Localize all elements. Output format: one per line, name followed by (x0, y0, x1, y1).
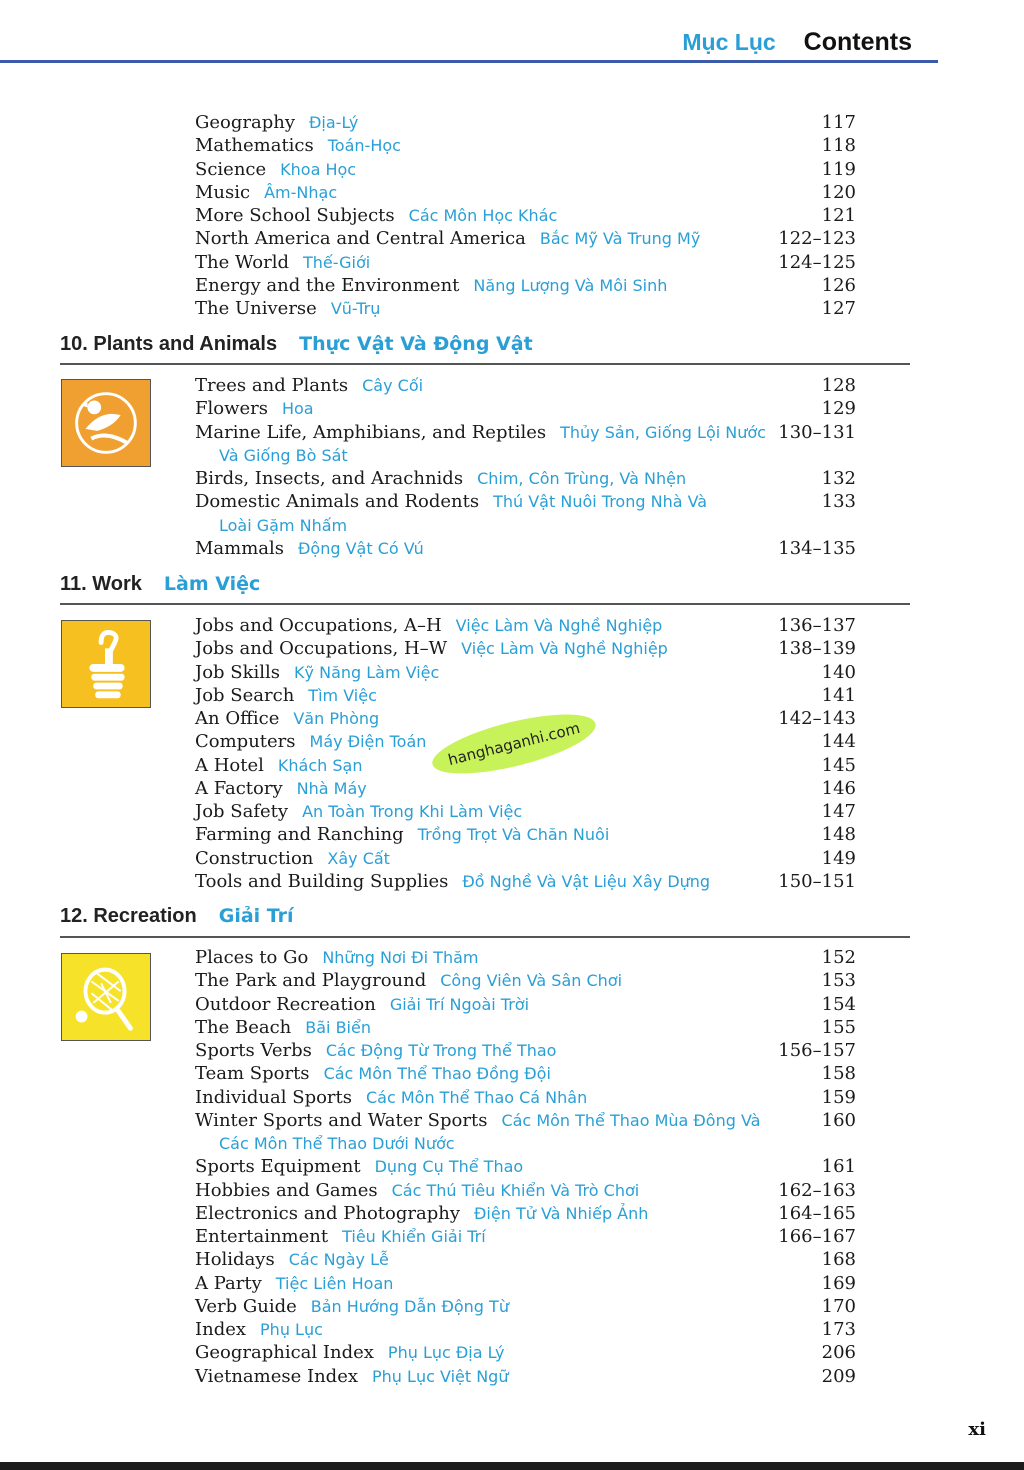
header-rule (0, 60, 938, 63)
page-header (682, 28, 912, 57)
entry-title-vn: Đồ Nghề Và Vật Liệu Xây Dựng (462, 871, 711, 891)
toc-entry (195, 158, 856, 181)
entry-title-vn: Xây Cất (327, 848, 390, 868)
bottom-edge (0, 1462, 1024, 1470)
entry-page-number: 156–157 (778, 1040, 856, 1061)
toc-entry (195, 684, 856, 707)
toc-entry (195, 1365, 856, 1388)
entry-title-vn: Tiệc Liên Hoan (275, 1273, 394, 1293)
entry-title-en: Job Safety (195, 801, 289, 822)
entry-page-number: 126 (821, 274, 856, 296)
entry-title-en: A Hotel (195, 754, 264, 776)
entry-page-number: 142–143 (778, 708, 856, 729)
entry-title-vn: Vũ-Trụ (330, 299, 381, 318)
entry-page-number: 150–151 (778, 870, 856, 892)
toc-entry (195, 614, 856, 637)
entry-title-vn: Bãi Biển (305, 1017, 371, 1037)
entry-title-vn: Thủy Sản, Giống Lội Nước (560, 422, 766, 442)
entry-page-number: 117 (821, 112, 856, 133)
toc-entry (195, 181, 856, 204)
entry-title-en: Science (195, 158, 267, 180)
entry-title-en: North America and Central America (195, 228, 526, 250)
section-rule (60, 936, 910, 938)
entry-title-en: The World (195, 251, 289, 273)
entry-title-vn: Phụ Lục Địa Lý (387, 1343, 505, 1363)
entry-title-en: Places to Go (195, 947, 309, 968)
toc-entry (195, 870, 856, 893)
entry-page-number: 130–131 (778, 421, 856, 443)
entry-title-en: The Beach (195, 1016, 292, 1038)
toc-entry (195, 490, 856, 513)
entry-page-number: 164–165 (778, 1202, 856, 1224)
entry-title-en: Individual Sports (195, 1086, 352, 1108)
entry-title-vn: Các Môn Học Khác (408, 206, 558, 225)
entry-page-number: 145 (821, 754, 856, 776)
toc-entry (195, 993, 856, 1016)
entry-title-vn: Kỹ Năng Làm Việc (294, 662, 440, 682)
entry-page-number: 141 (821, 684, 856, 706)
entry-title-en: Outdoor Recreation (195, 993, 376, 1015)
entry-title-en: Music (195, 181, 251, 203)
toc-entry (195, 1248, 856, 1271)
toc-entry (195, 1062, 856, 1085)
entry-title-vn: Phụ Lục (260, 1320, 323, 1339)
entry-page-number: 168 (821, 1249, 856, 1271)
entry-title-en: Vietnamese Index (195, 1365, 359, 1387)
section-title-en: 11. Work (60, 573, 142, 595)
toc-entry (195, 297, 856, 320)
entry-title-en: Tools and Building Supplies (195, 870, 449, 892)
entry-title-en: Computers (195, 731, 296, 753)
section-title-vn: Giải Trí (218, 905, 294, 927)
section-heading (60, 903, 294, 931)
entry-title-vn: Giải Trí Ngoài Trời (389, 994, 530, 1014)
entry-title-vn: Tiêu Khiển Giải Trí (342, 1227, 486, 1246)
entry-title-en: Entertainment (195, 1226, 329, 1247)
entry-page-number: 124–125 (778, 251, 856, 273)
toc-entry (195, 111, 856, 134)
entry-title-vn: Bắc Mỹ Và Trung Mỹ (539, 229, 701, 249)
entry-title-en: Winter Sports and Water Sports (195, 1109, 488, 1131)
entry-title-vn: Nhà Máy (296, 778, 367, 798)
entry-title-en: Job Skills (195, 661, 281, 683)
entry-page-number: 160 (821, 1109, 856, 1131)
entry-page-number: 136–137 (778, 615, 856, 636)
entry-page-number: 148 (821, 824, 856, 846)
section-rule (60, 603, 910, 605)
entry-page-number: 129 (821, 398, 856, 420)
section-rule (60, 363, 910, 365)
entry-title-vn: Loài Gặm Nhấm (219, 515, 348, 535)
entry-title-en: Domestic Animals and Rodents (195, 491, 480, 513)
toc-entry (195, 637, 856, 660)
entry-title-en: More School Subjects (195, 205, 395, 226)
toc-entry (195, 1039, 856, 1062)
entry-page-number: 158 (821, 1063, 856, 1085)
entry-page-number: 121 (821, 205, 856, 226)
entry-page-number: 152 (821, 947, 856, 968)
entry-title-vn: Việc Làm Và Nghề Nghiệp (461, 639, 668, 659)
entry-page-number: 170 (821, 1295, 856, 1317)
entry-title-en: The Universe (195, 298, 317, 319)
entry-title-vn: Khách Sạn (277, 755, 363, 775)
entry-title-en: An Office (195, 708, 280, 729)
header-title-en: Contents (803, 28, 912, 56)
toc-entry (195, 969, 856, 992)
entry-title-vn: Động Vật Có Vú (298, 538, 424, 558)
entry-title-vn: Công Viên Và Sân Chơi (440, 971, 623, 991)
page-number: xi (968, 1419, 986, 1440)
toc-entry (195, 661, 856, 684)
entry-page-number: 120 (821, 181, 856, 203)
entry-title-en: Hobbies and Games (195, 1179, 378, 1201)
toc-entry (195, 467, 856, 490)
entry-page-number: 138–139 (778, 638, 856, 660)
entry-page-number: 209 (821, 1365, 856, 1387)
toc-entry (195, 1016, 856, 1039)
entry-page-number: 146 (821, 777, 856, 799)
toc-entry (195, 274, 856, 297)
entry-title-en: Jobs and Occupations, H–W (195, 638, 448, 660)
toc-entry (195, 204, 856, 227)
entry-title-vn: Âm-Nhạc (264, 182, 338, 202)
entry-title-vn: Chim, Côn Trùng, Và Nhện (477, 469, 687, 488)
toc-entry (195, 1202, 856, 1225)
entry-page-number: 166–167 (778, 1226, 856, 1247)
entry-title-vn: Bản Hướng Dẫn Động Từ (310, 1296, 509, 1316)
entry-page-number: 140 (821, 661, 856, 683)
entry-title-vn: Các Thú Tiêu Khiển Và Trò Chơi (391, 1180, 640, 1200)
toc-entry (195, 777, 856, 800)
toc-entry (195, 1341, 856, 1364)
entry-title-en: Birds, Insects, and Arachnids (195, 468, 464, 489)
entry-title-en: Geographical Index (195, 1342, 374, 1364)
toc-entry-continuation (195, 514, 856, 537)
entry-title-en: Verb Guide (195, 1295, 297, 1317)
toc-entry (195, 946, 856, 969)
entry-title-en: Job Search (195, 684, 295, 706)
entry-title-vn: Địa-Lý (309, 113, 359, 132)
entry-page-number: 118 (821, 135, 856, 157)
entry-title-vn: Năng Lượng Và Môi Sinh (473, 275, 668, 295)
entry-title-vn: Những Nơi Đi Thăm (322, 948, 479, 967)
entry-page-number: 133 (821, 491, 856, 513)
entry-title-vn: Dụng Cụ Thể Thao (374, 1157, 524, 1177)
watermark-text: hanghaganhi.com (446, 718, 582, 770)
entry-title-vn: Cây Cối (362, 376, 424, 395)
toc-entry (195, 1295, 856, 1318)
entry-title-vn: Các Môn Thể Thao Dưới Nước (219, 1134, 455, 1153)
toc-entry (195, 800, 856, 823)
toc-entry (195, 374, 856, 397)
section-heading (60, 331, 533, 359)
entry-title-en: Geography (195, 112, 296, 133)
toc-entry (195, 397, 856, 420)
entry-page-number: 128 (821, 375, 856, 396)
section-title-vn: Làm Việc (163, 573, 261, 595)
entry-title-en: The Park and Playground (195, 970, 427, 992)
entry-page-number: 162–163 (778, 1179, 856, 1201)
toc-entry (195, 1318, 856, 1341)
entry-title-en: Electronics and Photography (195, 1202, 461, 1224)
entry-page-number: 147 (821, 801, 856, 822)
toc-entry (195, 847, 856, 870)
entry-page-number: 206 (821, 1342, 856, 1364)
entry-page-number: 134–135 (778, 537, 856, 559)
entry-title-en: Marine Life, Amphibians, and Reptiles (195, 421, 547, 443)
entry-title-vn: Và Giống Bò Sát (219, 445, 348, 465)
entry-title-en: Index (195, 1319, 247, 1340)
toc-entry-continuation (195, 1132, 856, 1155)
entry-title-en: Mammals (195, 537, 285, 559)
section-title-en: 12. Recreation (60, 905, 197, 927)
entry-title-en: A Factory (195, 777, 283, 799)
section-title-en: 10. Plants and Animals (60, 333, 278, 355)
hand-with-hook-icon (61, 620, 151, 708)
tennis-racket-icon (61, 953, 151, 1041)
section-heading (60, 571, 260, 599)
entry-title-vn: Hoa (281, 399, 314, 419)
entry-title-en: Jobs and Occupations, A–H (195, 615, 442, 636)
section-title-vn: Thực Vật Và Động Vật (299, 333, 533, 355)
entry-page-number: 153 (821, 970, 856, 992)
entry-title-en: Sports Verbs (195, 1040, 312, 1061)
toc-entry (195, 1225, 856, 1248)
entry-title-vn: Văn Phòng (293, 709, 380, 728)
entry-title-vn: Các Môn Thể Thao Cá Nhân (366, 1087, 588, 1107)
entry-page-number: 149 (821, 847, 856, 869)
entry-title-vn: Khoa Học (280, 159, 357, 179)
entry-page-number: 161 (821, 1156, 856, 1178)
entry-title-en: Mathematics (195, 135, 314, 157)
toc-entry (195, 537, 856, 560)
entry-title-en: Construction (195, 847, 314, 869)
entry-title-vn: Trồng Trọt Và Chăn Nuôi (417, 825, 610, 845)
entry-title-vn: Các Môn Thể Thao Đồng Đội (323, 1064, 551, 1084)
entry-title-vn: Tìm Việc (308, 685, 377, 705)
entry-title-vn: Việc Làm Và Nghề Nghiệp (455, 616, 663, 635)
entry-title-vn: Các Ngày Lễ (288, 1250, 389, 1270)
entry-title-en: Flowers (195, 398, 268, 420)
toc-entry (195, 134, 856, 157)
entry-title-vn: Điện Tử Và Nhiếp Ảnh (474, 1203, 649, 1223)
bird-on-branch-icon (61, 379, 151, 467)
entry-title-vn: Thế-Giới (302, 252, 371, 272)
entry-page-number: 119 (821, 158, 856, 180)
entry-title-vn: Các Động Từ Trong Thể Thao (325, 1041, 557, 1060)
toc-entry (195, 1272, 856, 1295)
entry-title-en: Sports Equipment (195, 1156, 361, 1178)
toc-entry-continuation (195, 444, 856, 467)
entry-title-en: Farming and Ranching (195, 824, 404, 846)
toc-entry (195, 421, 856, 444)
entry-title-vn: Thú Vật Nuôi Trong Nhà Và (493, 492, 708, 512)
toc-entry (195, 1179, 856, 1202)
entry-title-vn: An Toàn Trong Khi Làm Việc (302, 802, 523, 821)
entry-title-en: Holidays (195, 1249, 275, 1271)
toc-entry (195, 1086, 856, 1109)
toc-entry (195, 823, 856, 846)
entry-title-en: Energy and the Environment (195, 274, 460, 296)
header-title-vn: Mục Lục (682, 29, 776, 55)
entry-title-en: Team Sports (195, 1063, 310, 1085)
entry-title-vn: Máy Điện Toán (309, 732, 427, 752)
entry-page-number: 169 (821, 1272, 856, 1294)
entry-page-number: 144 (821, 731, 856, 753)
entry-title-en: Trees and Plants (195, 375, 349, 396)
entry-page-number: 132 (821, 468, 856, 489)
toc-entry (195, 251, 856, 274)
entry-title-vn: Toán-Học (327, 136, 401, 156)
entry-title-vn: Phụ Lục Việt Ngữ (372, 1366, 509, 1386)
entry-page-number: 159 (821, 1086, 856, 1108)
entry-title-vn: Các Môn Thể Thao Mùa Đông Và (501, 1110, 761, 1130)
entry-page-number: 122–123 (778, 228, 856, 250)
entry-page-number: 127 (821, 298, 856, 319)
entry-page-number: 173 (821, 1319, 856, 1340)
entry-page-number: 155 (821, 1016, 856, 1038)
toc-entry (195, 1155, 856, 1178)
toc-entry (195, 227, 856, 250)
entry-page-number: 154 (821, 993, 856, 1015)
toc-entry (195, 1109, 856, 1132)
entry-title-en: A Party (195, 1272, 262, 1294)
